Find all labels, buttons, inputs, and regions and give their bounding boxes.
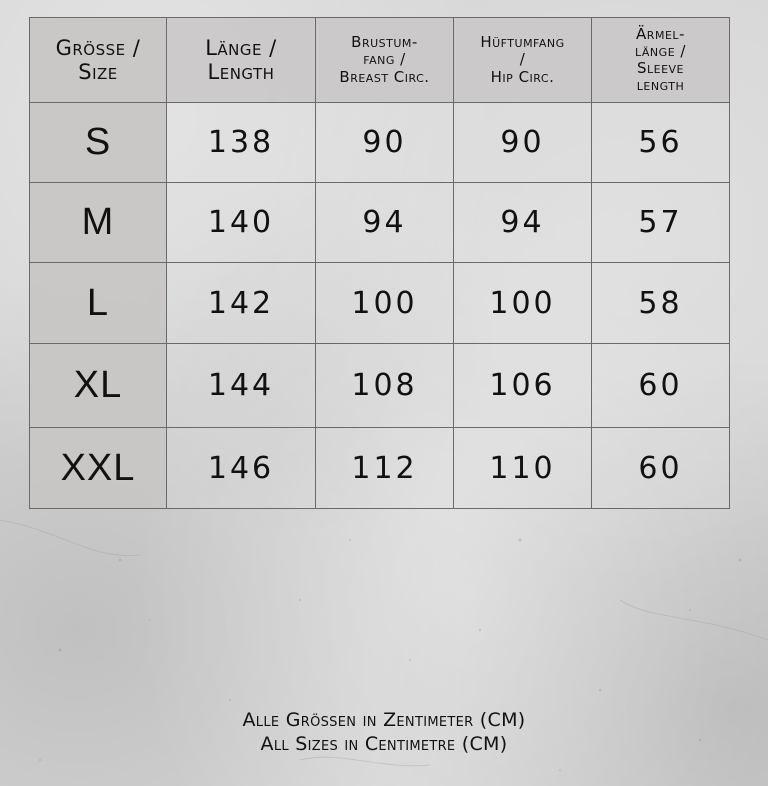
breast-cell: 100 (316, 263, 454, 344)
header-hip-line1: Hüftumfang (480, 33, 565, 52)
header-breast-line2: fang / (363, 50, 406, 69)
table-row (30, 263, 730, 344)
header-length (167, 18, 316, 103)
header-breast-line1: Brustum- (351, 33, 418, 52)
hip-cell: 100 (454, 263, 592, 344)
length-cell: 146 (167, 428, 316, 509)
header-length-de: Länge / (205, 35, 277, 60)
header-size-de: Grösse / (55, 35, 141, 60)
breast-cell: 94 (316, 183, 454, 263)
length-cell: 138 (167, 103, 316, 183)
hip-cell: 110 (454, 428, 592, 509)
table-row (30, 183, 730, 263)
size-cell: L (30, 263, 167, 344)
table-row (30, 344, 730, 428)
header-sleeve-line3: Sleeve (636, 59, 685, 77)
header-hip (454, 18, 592, 103)
header-hip-line2: / (519, 50, 526, 69)
unit-note (0, 708, 768, 756)
header-sleeve (592, 18, 730, 103)
header-row (30, 18, 730, 103)
hip-cell: 90 (454, 103, 592, 183)
length-cell: 142 (167, 263, 316, 344)
hip-cell: 106 (454, 344, 592, 428)
length-cell: 140 (167, 183, 316, 263)
size-cell: XXL (30, 428, 167, 509)
header-length-en: Length (207, 60, 275, 84)
breast-cell: 112 (316, 428, 454, 509)
sleeve-cell: 56 (592, 103, 730, 183)
hip-cell: 94 (454, 183, 592, 263)
size-cell: M (30, 183, 167, 263)
header-sleeve-line1: Ärmel- (636, 24, 685, 43)
header-breast (316, 18, 454, 103)
size-chart-table (29, 17, 730, 509)
header-size-en: Size (78, 60, 118, 84)
size-cell: XL (30, 344, 167, 428)
sleeve-cell: 60 (592, 344, 730, 428)
sleeve-cell: 60 (592, 428, 730, 509)
sleeve-cell: 58 (592, 263, 730, 344)
table-row (30, 103, 730, 183)
header-sleeve-line2: länge / (635, 41, 686, 60)
size-cell: S (30, 103, 167, 183)
header-size (30, 18, 167, 103)
unit-note-de: Alle Grössen in Zentimeter (CM) (242, 709, 526, 731)
header-sleeve-line4: length (636, 76, 685, 95)
breast-cell: 108 (316, 344, 454, 428)
breast-cell: 90 (316, 103, 454, 183)
length-cell: 144 (167, 344, 316, 428)
header-breast-line3: Breast Circ. (339, 67, 430, 86)
table-row (30, 428, 730, 509)
header-hip-line3: Hip Circ. (490, 67, 555, 86)
unit-note-en: All Sizes in Centimetre (CM) (260, 733, 508, 755)
sleeve-cell: 57 (592, 183, 730, 263)
